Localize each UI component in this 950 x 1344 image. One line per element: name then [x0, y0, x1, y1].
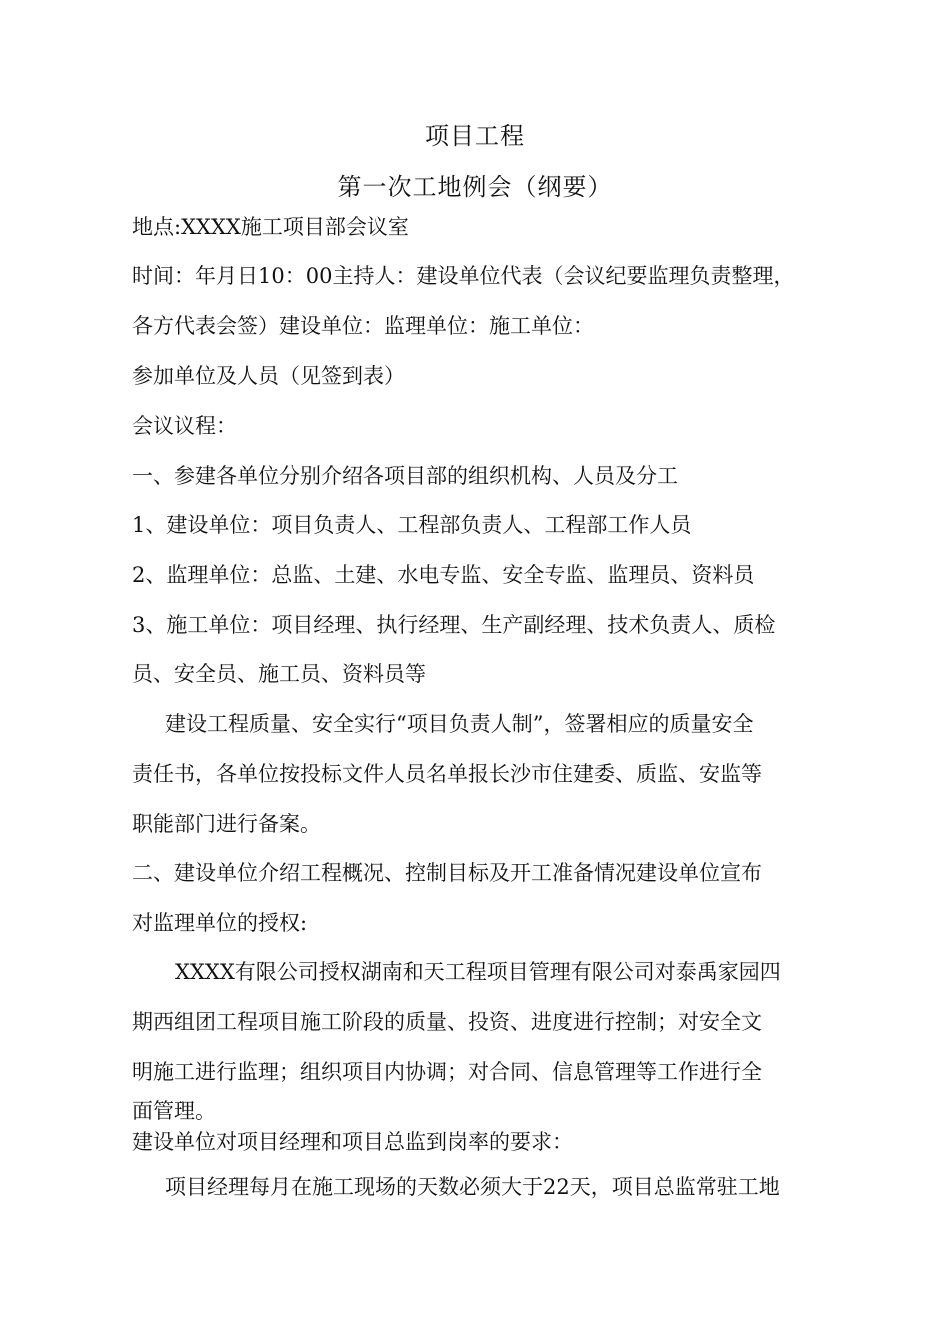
- paragraph-line: 职能部门进行备案。: [132, 812, 321, 836]
- agenda-item-2: 二、建设单位介绍工程概况、控制目标及开工准备情况建设单位宣布: [132, 861, 762, 885]
- attendees-line: 参加单位及人员（见签到表）: [132, 364, 405, 388]
- meeting-time-host: 时间：年月日10：00主持人：建设单位代表（会议纪要监理负责整理，: [132, 264, 795, 288]
- agenda-item-1: 一、参建各单位分别介绍各项目部的组织机构、人员及分工: [132, 464, 678, 488]
- list-item-continued: 员、安全员、施工员、资料员等: [132, 662, 426, 686]
- paragraph-line: XXXX有限公司授权湖南和天工程项目管理有限公司对泰禹家园四: [175, 960, 781, 984]
- paragraph-line: 期西组团工程项目施工阶段的质量、投资、进度进行控制；对安全文: [132, 1010, 762, 1034]
- paragraph-line: 明施工进行监理；组织项目内协调；对合同、信息管理等工作进行全: [132, 1060, 762, 1084]
- paragraph-line: 建设工程质量、安全实行“项目负责人制”，签署相应的质量安全: [165, 712, 754, 736]
- requirements-heading: 建设单位对项目经理和项目总监到岗率的要求：: [132, 1130, 573, 1154]
- paragraph-line: 项目经理每月在施工现场的天数必须大于22天，项目总监常驻工地: [165, 1175, 780, 1199]
- meeting-location: 地点:XXXX施工项目部会议室: [132, 215, 409, 239]
- list-item: 1、建设单位：项目负责人、工程部负责人、工程部工作人员: [132, 513, 692, 537]
- agenda-heading: 会议议程：: [132, 414, 237, 438]
- document-title: 项目工程: [425, 122, 525, 150]
- document-subtitle: 第一次工地例会（纲要）: [337, 173, 613, 201]
- list-item: 2、监理单位：总监、土建、水电专监、安全专监、监理员、资料员: [132, 563, 755, 587]
- meeting-parties: 各方代表会签）建设单位：监理单位：施工单位：: [132, 314, 594, 338]
- agenda-item-2-continued: 对监理单位的授权:: [132, 911, 308, 935]
- list-item: 3、施工单位：项目经理、执行经理、生产副经理、技术负责人、质检: [132, 613, 776, 637]
- paragraph-line: 责任书，各单位按投标文件人员名单报长沙市住建委、质监、安监等: [132, 762, 762, 786]
- paragraph-line: 面管理。: [132, 1099, 216, 1123]
